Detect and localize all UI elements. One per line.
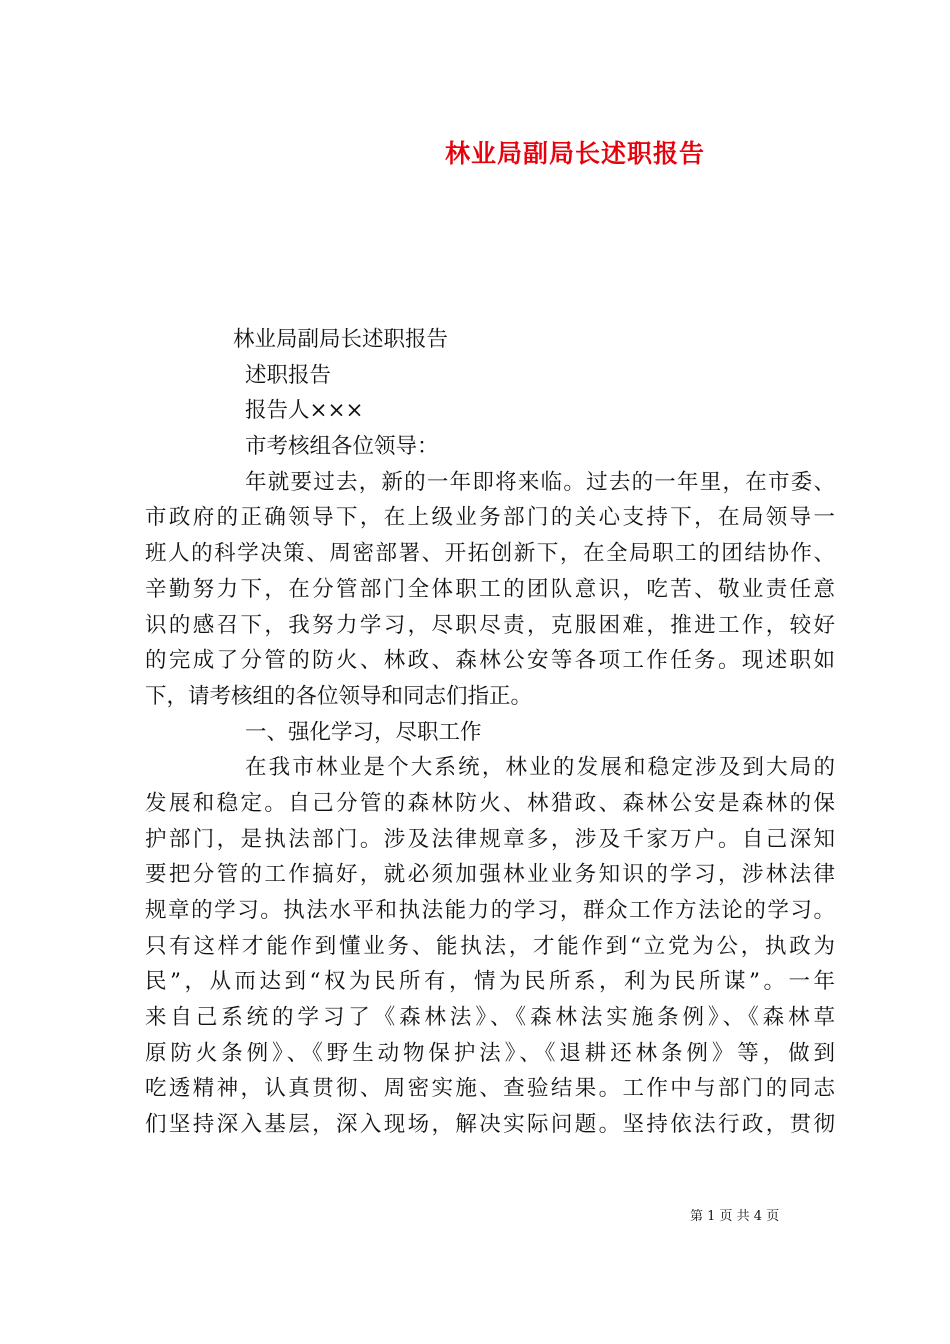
paragraph-line: 发展和稳定。自己分管的森林防火、林猎政、森林公安是森林的保 <box>145 790 835 816</box>
paragraph-line: 吃透精神，认真贯彻、周密实施、查验结果。工作中与部门的同志 <box>145 1076 835 1102</box>
page-footer: 第 1 页 共 4 页 <box>690 1209 780 1224</box>
paragraph-line: 护部门，是执法部门。涉及法律规章多，涉及千家万户。自己深知 <box>145 826 835 852</box>
paragraph-line: 们坚持深入基层，深入现场，解决实际问题。坚持依法行政，贯彻 <box>145 1112 835 1138</box>
paragraph-line: 市政府的正确领导下，在上级业务部门的关心支持下，在局领导一 <box>145 505 835 531</box>
paragraph-line: 来自己系统的学习了《森林法》、《森林法实施条例》、《森林草 <box>145 1005 835 1031</box>
paragraph-line: 要把分管的工作搞好，就必须加强林业业务知识的学习，涉林法律 <box>145 862 835 888</box>
paragraph-line: 只有这样才能作到懂业务、能执法，才能作到“立党为公，执政为 <box>145 933 835 959</box>
paragraph-line: 的完成了分管的防火、林政、森林公安等各项工作任务。现述职如 <box>145 648 835 674</box>
paragraph-line: 原防火条例》、《野生动物保护法》、《退耕还林条例》等，做到 <box>145 1040 835 1066</box>
document-red-title: 林业局副局长述职报告 <box>444 139 705 168</box>
paragraph-line: 下，请考核组的各位领导和同志们指正。 <box>145 683 533 709</box>
section-heading: 一、强化学习，尽职工作 <box>245 719 482 745</box>
document-body <box>145 322 835 1143</box>
salutation-line: 市考核组各位领导： <box>245 434 439 460</box>
paragraph-line: 班人的科学决策、周密部署、开拓创新下，在全局职工的团结协作、 <box>145 541 835 567</box>
paragraph-line: 规章的学习。执法水平和执法能力的学习，群众工作方法论的学习。 <box>145 898 835 923</box>
paragraph-line: 民”，从而达到“权为民所有，情为民所系，利为民所谋”。一年 <box>145 969 835 995</box>
paragraph-line: 在我市林业是个大系统，林业的发展和稳定涉及到大局的 <box>245 755 835 781</box>
paragraph-line: 年就要过去，新的一年即将来临。过去的一年里，在市委、 <box>245 469 835 495</box>
reporter-line: 报告人××× <box>245 398 364 424</box>
paragraph-line: 辛勤努力下，在分管部门全体职工的团队意识，吃苦、敬业责任意 <box>145 576 835 602</box>
body-heading: 林业局副局长述职报告 <box>233 327 449 352</box>
body-subtitle: 述职报告 <box>245 362 332 388</box>
paragraph-line: 识的感召下，我努力学习，尽职尽责，克服困难，推进工作，较好 <box>145 612 835 638</box>
